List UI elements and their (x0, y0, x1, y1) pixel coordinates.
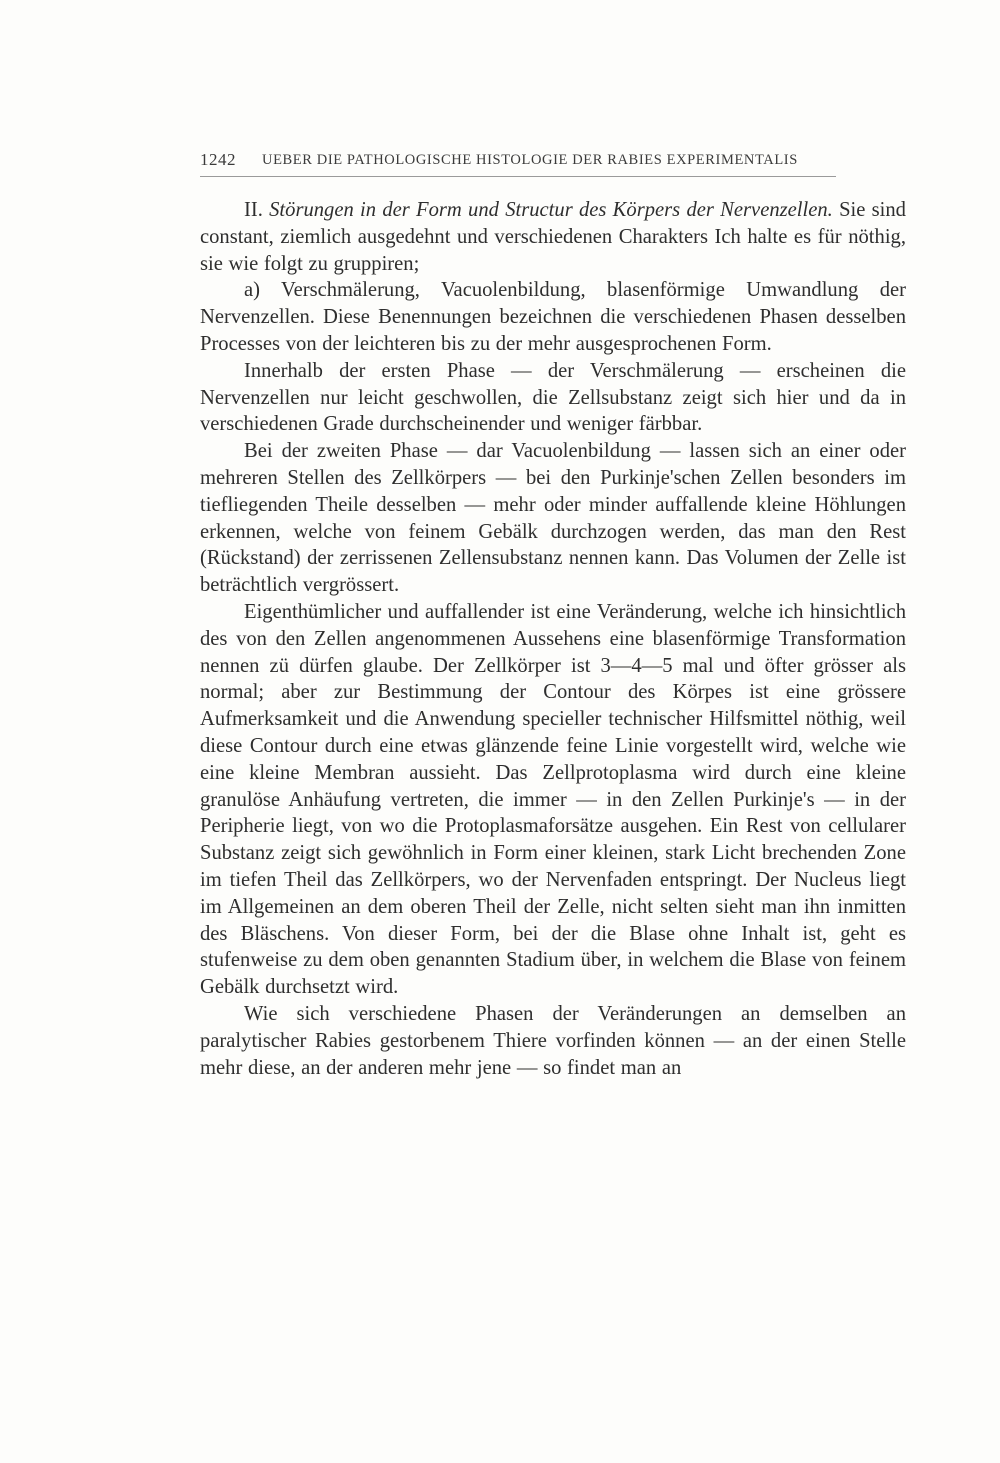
running-title: UEBER DIE PATHOLOGISCHE HISTOLOGIE DER RABIES EXPERIMENTALIS (262, 152, 798, 168)
paragraph: Innerhalb der ersten Phase — der Verschmälerung — erscheinen die Nervenzellen nur leicht geschwollen, die Zellsubstanz zeigt sich hier und da in verschiedenen Grade durchscheinender und weniger färbbar. (200, 359, 906, 436)
page-number: 1242 (200, 150, 236, 169)
header-rule (200, 176, 836, 177)
paragraph: Eigenthümlicher und auffallender ist eine Veränderung, welche ich hinsichtlich des von den Zellen angenommenen Aussehens eine blasenförmige Transformation nennen zü dürfen glaube. Der Zellkörper ist 3—4—5 mal und öfter grösser als normal; aber zur Bestimmung der Contour des Körpes ist eine grössere Aufmerksamkeit und die Anwendung specieller technischer Hilfsmittel nöthig, weil diese Contour durch eine etwas glänzende feine Linie vorgestellt wird, welche wie eine kleine Membran aussieht. Das Zellprotoplasma wird durch eine kleine granulöse Anhäufung vertreten, die immer — in den Zellen Purkinje's — in der Peripherie liegt, von wo die Protoplasmaforsätze ausgehen. Ein Rest von cellularer Substanz zeigt sich gewöhnlich in Form einer kleinen, stark Licht brechenden Zone im tiefen Theil das Zellkörpers, wo der Nervenfaden entspringt. Der Nucleus liegt im Allgemeinen an dem oberen Theil der Zelle, nicht selten sieht man ihn inmitten des Bläschens. Von dieser Form, bei der die Blase ohne Inhalt ist, geht es stufenweise zu dem oben genannten Stadium über, in welchem die Blase von feinem Gebälk durchsetzt wird. (200, 600, 906, 999)
paragraph-section-heading (200, 197, 906, 277)
running-header (200, 150, 836, 174)
paragraph: Wie sich verschiedene Phasen der Veränderungen an demselben an paralytischer Rabies gestorbenem Thiere vorfinden können — an der einen Stelle mehr diese, an der anderen mehr jene — so findet man an (200, 1002, 906, 1079)
paragraph: a) Verschmälerung, Vacuolenbildung, blasenförmige Umwandlung der Nervenzellen. Diese Benennungen bezeichnen die verschiedenen Phasen desselben Processes von der leichteren bis zu der mehr ausgesprochenen Form. (200, 279, 906, 355)
section-title: Störungen in der Form und Structur des Körpers der Nervenzellen. (269, 199, 833, 221)
section-number: II. (244, 199, 270, 221)
body-text (200, 197, 906, 1081)
paragraph: Bei der zweiten Phase — dar Vacuolenbildung — lassen sich an einer oder mehreren Stellen des Zellkörpers — bei den Purkinje'schen Zellen besonders im tiefliegenden Theile desselben — mehr oder minder auffallende kleine Höhlungen erkennen, welche von feinem Gebälk durchzogen werden, das man den Rest (Rückstand) der zerrissenen Zellensubstanz nennen kann. Das Volumen der Zelle ist beträchtlich vergrössert. (200, 440, 906, 597)
paragraph-text: Sie sind constant, ziemlich ausgedehnt und verschiedenen Charakters Ich halte es für nöthig, sie wie folgt zu gruppiren; (200, 199, 906, 275)
